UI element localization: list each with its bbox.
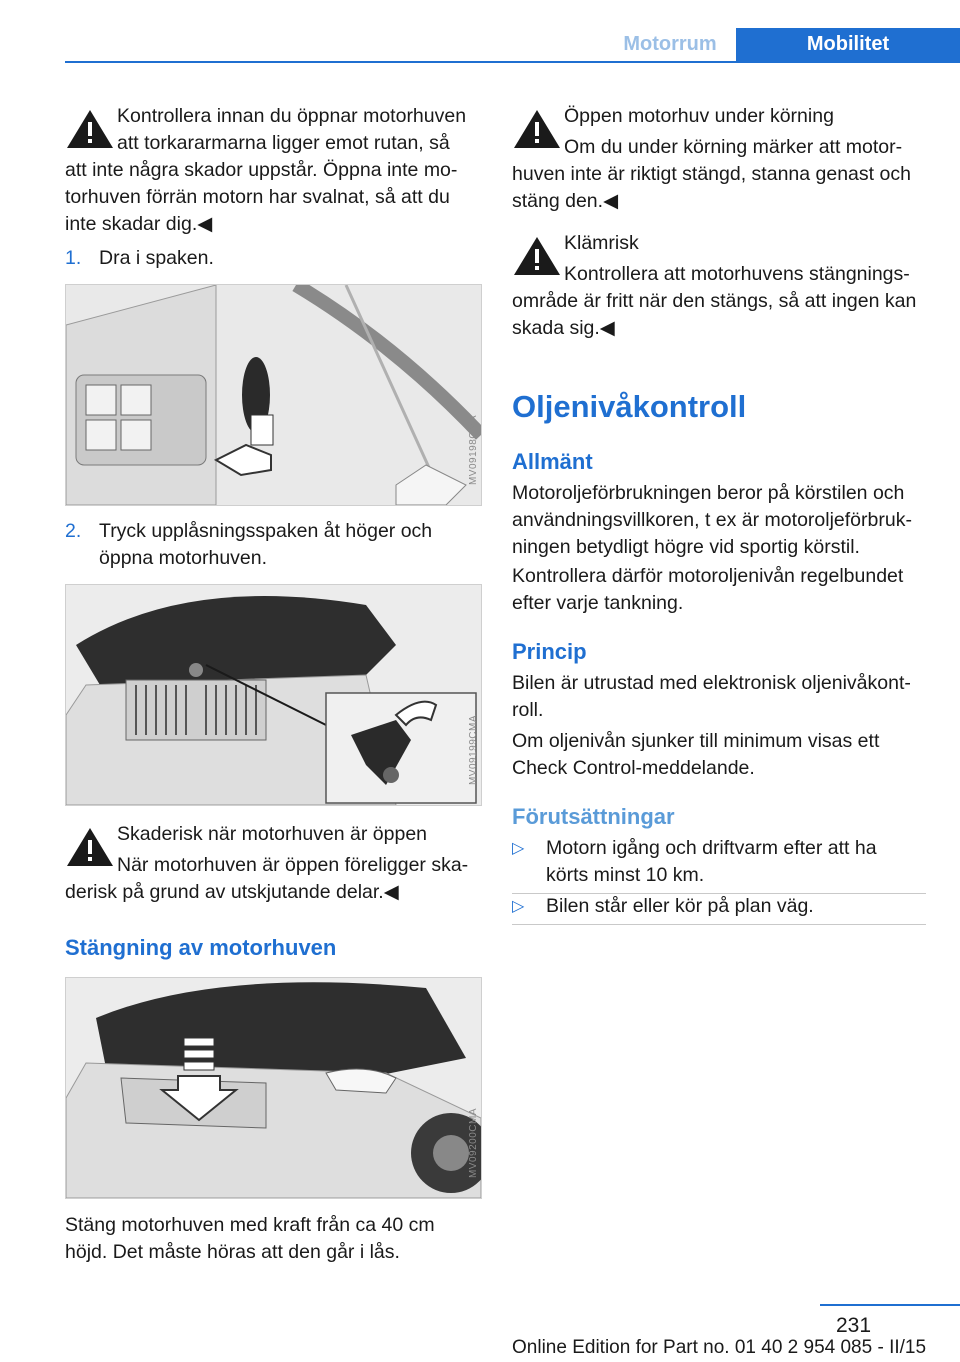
closing-paragraph-line: Stäng motorhuven med kraft från ca 40 cm	[65, 1214, 435, 1236]
step-number: 2.	[65, 520, 82, 542]
paragraph-line: ningen betydligt högre vid sportig körstil.	[512, 536, 860, 558]
warning-line: huven inte är riktigt stängd, stanna genast och	[512, 163, 911, 185]
page-number: 231	[836, 1314, 872, 1337]
list-item	[512, 893, 926, 925]
footer-rule	[820, 1304, 960, 1306]
warning-line: inte skadar dig.◀	[65, 213, 213, 235]
footer-edition: Online Edition for Part no. 01 40 2 954 085 - II/15	[512, 1337, 927, 1358]
step-text: öppna motorhuven.	[99, 547, 268, 569]
warning-title: Öppen motorhuv under körning	[564, 105, 834, 127]
warning-line: När motorhuven är öppen föreligger ska‐	[117, 854, 469, 876]
warning-line: att inte några skador uppstår. Öppna inte mo‐	[65, 159, 458, 181]
paragraph-line: Bilen är utrustad med elektronisk oljenivåkont‐	[512, 672, 911, 694]
warning-title: Skaderisk när motorhuven är öppen	[117, 823, 428, 845]
warning-pinch-risk	[512, 230, 932, 342]
list-item-text: Bilen står eller kör på plan väg.	[546, 895, 814, 917]
figure-hood-release-lever	[65, 284, 482, 506]
figure-hood-unlock	[65, 584, 482, 806]
list-item-text: Motorn igång och driftvarm efter att ha	[546, 837, 877, 859]
paragraph-line: Om oljenivån sjunker till minimum visas ett	[512, 730, 880, 752]
bullet-triangle-icon: ▷	[512, 840, 525, 857]
paragraph-line: Motoroljeförbrukningen beror på körstilen och	[512, 482, 905, 504]
figure-closing-hood	[65, 977, 482, 1199]
figure-code: MV09199CMA	[468, 715, 479, 786]
heading-principle: Princip	[512, 639, 587, 664]
step-2	[65, 518, 485, 574]
warning-open-hood	[65, 103, 485, 243]
paragraph-line: Kontrollera därför motoroljenivån regelbundet	[512, 565, 904, 587]
warning-hood-open-risk	[65, 821, 485, 907]
step-text: Tryck upplåsningsspaken åt höger och	[99, 520, 433, 542]
warning-line: att torkararmarna ligger emot rutan, så	[117, 132, 450, 154]
list-item-text: körts minst 10 km.	[546, 864, 705, 886]
paragraph-line: Check Control-meddelande.	[512, 757, 755, 779]
bullet-triangle-icon: ▷	[512, 898, 525, 915]
warning-line: område är fritt när den stängs, så att ingen kan	[512, 290, 917, 312]
heading-prerequisites: Förutsättningar	[512, 804, 675, 829]
warning-line: torhuven förrän motorn har svalnat, så att du	[65, 186, 450, 208]
heading-oil-level-check: Oljenivåkontroll	[512, 389, 747, 424]
warning-line: stäng den.◀	[512, 190, 619, 212]
warning-title: Klämrisk	[564, 232, 639, 254]
warning-line: derisk på grund av utskjutande delar.◀	[65, 881, 399, 903]
tab-motorrum[interactable]: Motorrum	[602, 28, 738, 62]
warning-triangle-icon	[65, 825, 115, 869]
warning-line: Kontrollera innan du öppnar motorhuven	[117, 105, 467, 127]
warning-triangle-icon	[512, 107, 562, 151]
heading-general: Allmänt	[512, 449, 593, 474]
tab-mobilitet[interactable]: Mobilitet	[736, 28, 960, 62]
step-1	[65, 245, 485, 273]
list-item	[512, 835, 926, 895]
paragraph-line: efter varje tankning.	[512, 592, 684, 614]
figure-code: MV09198CMA	[468, 415, 479, 486]
warning-triangle-icon	[512, 234, 562, 278]
paragraph-line: roll.	[512, 699, 544, 721]
header-rule	[65, 61, 960, 63]
step-number: 1.	[65, 247, 82, 269]
paragraph-line: användningsvillkoren, t ex är motoroljeförbruk‐	[512, 509, 912, 531]
closing-paragraph-line: höjd. Det måste höras att den går i lås.	[65, 1241, 400, 1263]
figure-code: MV09200CMA	[468, 1108, 479, 1179]
warning-triangle-icon	[65, 107, 115, 151]
warning-line: skada sig.◀	[512, 317, 615, 339]
warning-hood-while-driving	[512, 103, 932, 215]
heading-closing-hood: Stängning av motorhuven	[65, 935, 337, 960]
divider	[512, 924, 926, 925]
step-text: Dra i spaken.	[99, 247, 214, 269]
warning-line: Kontrollera att motorhuvens stängnings‐	[564, 263, 910, 285]
warning-line: Om du under körning märker att motor‐	[564, 136, 903, 158]
